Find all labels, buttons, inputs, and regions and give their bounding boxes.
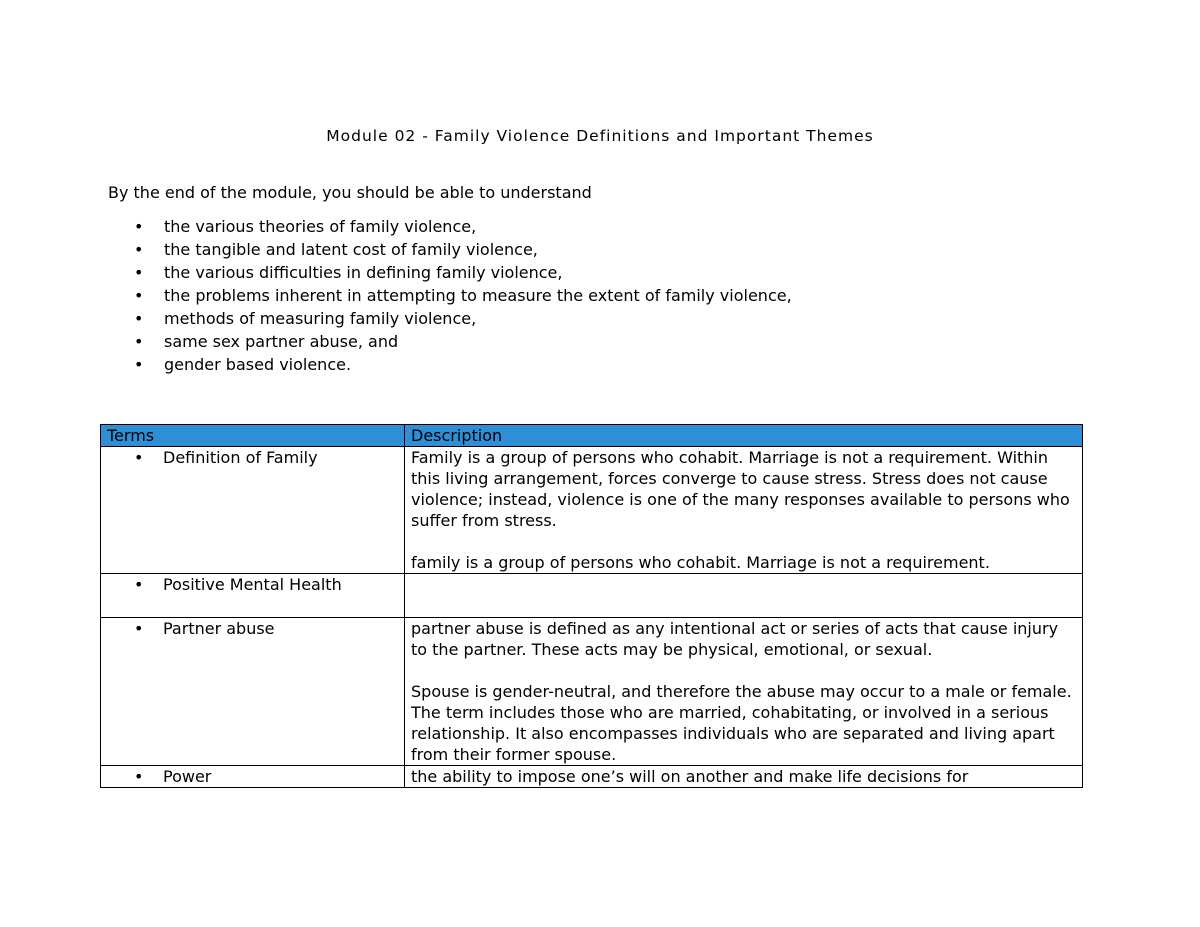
table-row: [101, 618, 1083, 766]
term-label: Partner abuse: [163, 619, 275, 638]
bullet-icon: •: [134, 767, 144, 786]
bullet-icon: •: [134, 575, 144, 594]
bullet-icon: •: [134, 240, 144, 259]
objective-text: the problems inherent in attempting to measure the extent of family violence,: [164, 286, 792, 305]
page-title: Module 02 - Family Violence Definitions and Important Themes: [326, 127, 874, 145]
term-label: Positive Mental Health: [163, 575, 342, 594]
objective-item: [108, 307, 792, 330]
bullet-icon: •: [134, 619, 144, 638]
objective-text: methods of measuring family violence,: [164, 309, 477, 328]
description-paragraph: Family is a group of persons who cohabit. Marriage is not a requirement. Within this living arrangement, forces converge to cause stress. Stress does not cause violence; instead, violence is one of the many responses available to persons who suffer from stress.: [411, 448, 1070, 530]
term-cell: [101, 574, 405, 618]
description-paragraph: the ability to impose one’s will on another and make life decisions for: [411, 767, 969, 786]
objective-item: [108, 353, 792, 376]
objective-item: [108, 284, 792, 307]
table-row: [101, 766, 1083, 788]
description-paragraph: Spouse is gender-neutral, and therefore the abuse may occur to a male or female. The term includes those who are married, cohabitating, or involved in a serious relationship. It also encompasses individuals who are separated and living apart from their former spouse.: [411, 682, 1072, 764]
objective-text: gender based violence.: [164, 355, 352, 374]
term-cell: [101, 618, 405, 766]
description-cell: [405, 574, 1083, 618]
table-row: [101, 447, 1083, 574]
term-label: Definition of Family: [163, 448, 318, 467]
objective-text: the tangible and latent cost of family violence,: [164, 240, 538, 259]
table-row: [101, 574, 1083, 618]
bullet-icon: •: [134, 286, 144, 305]
objective-item: [108, 215, 792, 238]
bullet-icon: •: [134, 332, 144, 351]
objective-text: the various theories of family violence,: [164, 217, 477, 236]
objective-item: [108, 330, 792, 353]
description-paragraph: family is a group of persons who cohabit. Marriage is not a requirement.: [411, 553, 990, 572]
description-cell: [405, 447, 1083, 574]
objective-item: [108, 238, 792, 261]
bullet-icon: •: [134, 355, 144, 374]
description-cell: [405, 766, 1083, 788]
table-header-row: [101, 425, 1083, 447]
objective-item: [108, 261, 792, 284]
intro-text: By the end of the module, you should be able to understand: [108, 183, 592, 202]
header-description: Description: [405, 425, 1083, 447]
bullet-icon: •: [134, 263, 144, 282]
term-cell: [101, 766, 405, 788]
objective-text: the various difficulties in defining family violence,: [164, 263, 563, 282]
bullet-icon: •: [134, 217, 144, 236]
term-cell: [101, 447, 405, 574]
bullet-icon: •: [134, 448, 144, 467]
term-label: Power: [163, 767, 212, 786]
header-terms: Terms: [101, 425, 405, 447]
description-cell: [405, 618, 1083, 766]
bullet-icon: •: [134, 309, 144, 328]
objectives-list: [108, 215, 792, 376]
objective-text: same sex partner abuse, and: [164, 332, 399, 351]
terms-table: [100, 424, 1083, 788]
description-paragraph: partner abuse is defined as any intentional act or series of acts that cause injury to the partner. These acts may be physical, emotional, or sexual.: [411, 619, 1059, 659]
